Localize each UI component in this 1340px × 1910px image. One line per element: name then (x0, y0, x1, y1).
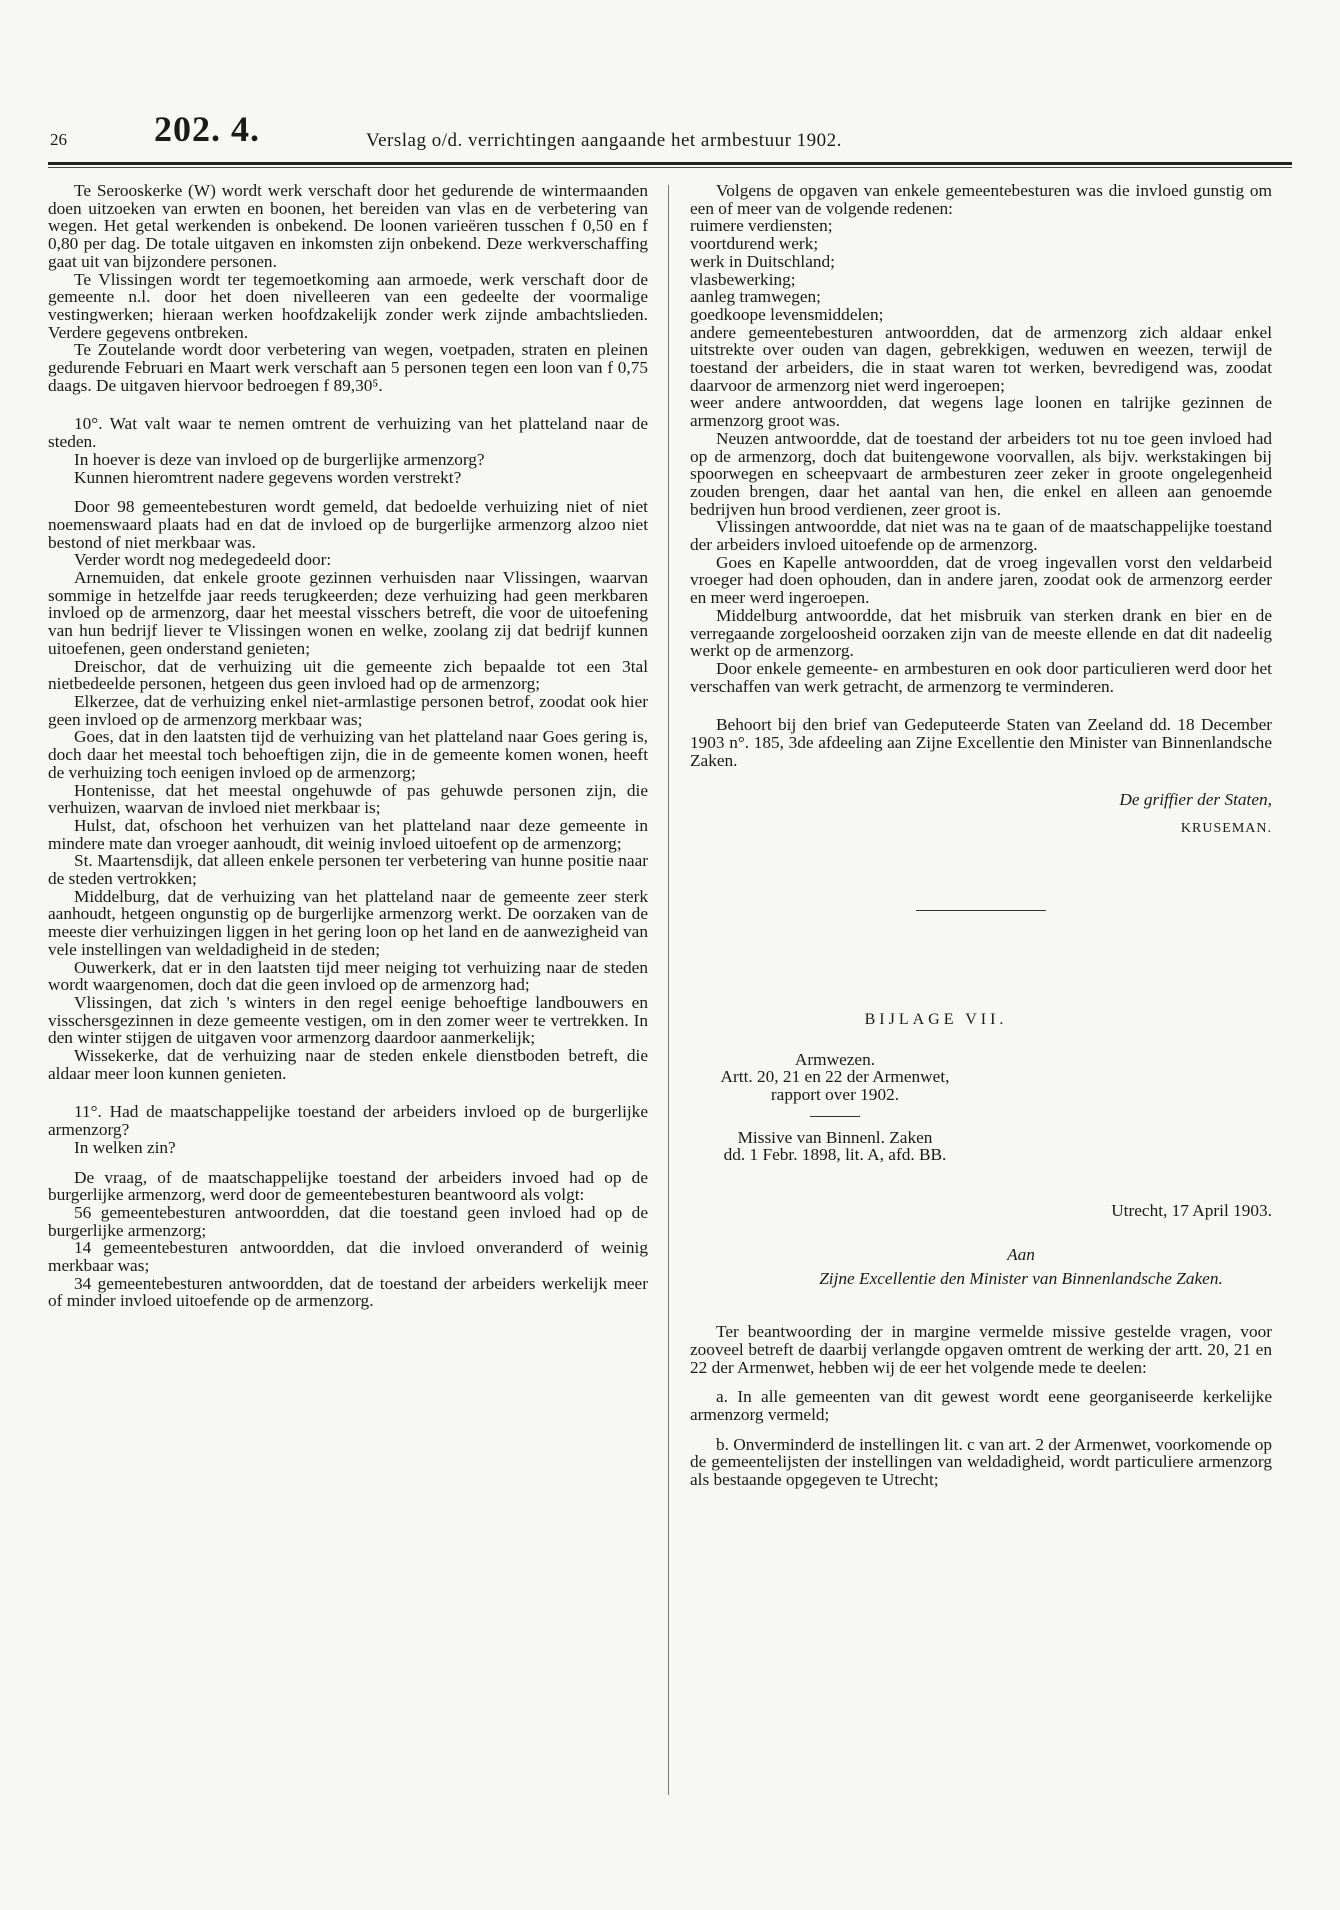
paragraph: Door 98 gemeentebesturen wordt gemeld, dat bedoelde verhuizing niet of niet noemenswaard plaats had en dat de invloed op de burgerlijke armenzorg alzoo niet bestond of niet merkbaar was. (48, 497, 648, 552)
question-11-sub: In welken zin? (74, 1137, 176, 1157)
paragraph: Te Zoutelande wordt door verbetering van wegen, voetpaden, straten en pleinen gedurende Februari en Maart werk verschaft aan 5 personen tegen een loon van f 0,75 daags. De uitgaven hiervoor bedroegen f 89,30⁵. (48, 340, 648, 395)
signature-title: De griffier der Staten, (1119, 789, 1272, 809)
paragraph: St. Maartensdijk, dat alleen enkele personen ter verbetering van hunne positie naar de steden vertrokken; (48, 851, 648, 889)
signature-name: KRUSEMAN. (1180, 821, 1272, 837)
paragraph: Ouwerkerk, dat er in den laatsten tijd meer neiging tot verhuizing naar de steden wordt waargenomen, doch dat die geen invloed op de armenzorg had; (48, 957, 648, 995)
subject-line: rapport over 1902. (770, 1085, 900, 1105)
paragraph: Verder wordt nog medegedeeld door: (74, 550, 332, 570)
paragraph: Door enkele gemeente- en armbesturen en ook door particulieren werd door het verschaffen van werk getracht, de armenzorg te verminderen. (690, 658, 1272, 696)
paragraph: De vraag, of de maatschappelijke toestand der arbeiders invoed had op de burgerlijke armenzorg, werd door de gemeentebesturen beantwoord als volgt: (48, 1167, 648, 1205)
paragraph: Ter beantwoording der in margine vermelde missive gestelde vragen, voor zooveel betreft de daarbij verlangde opgaven omtrent de werking der artt. 20, 21 en 22 der Armenwet, hebben wij de eer het volgende mede te deelen: (690, 1322, 1272, 1377)
paragraph: Middelburg, dat de verhuizing van het platteland naar de gemeente zeer sterk aanhoudt, hetgeen ongunstig op de burgerlijke armenzorg werkt. De oorzaken van de meeste dier verhuizingen liggen in het gering loon op het land en de aanwezigheid van vele instellingen van weldadigheid in de steden; (48, 886, 648, 959)
paragraph: 14 gemeentebesturen antwoordden, dat die invloed onveranderd of weinig merkbaar was; (48, 1238, 648, 1276)
paragraph: Arnemuiden, dat enkele groote gezinnen verhuisden naar Vlissingen, waarvan sommige in hetzelfde jaar reeds terugkeerden; deze verhuizing had geen merkbaren invloed op de armenzorg, daar het meestal visschers betreft, die voor de uitoefening van hun bedrijf liever te Vlissingen wonen en welke, zoolang zij dat bedrijf kunnen uitoefenen, geen onderstand genieten; (48, 568, 648, 658)
paragraph: b. Onverminderd de instellingen lit. c van art. 2 der Armenwet, voorkomende op de gemeentelijsten der instellingen van weldadigheid, wordt particuliere armenzorg als bestaande opgegeven te Utrecht; (690, 1434, 1272, 1490)
reason-item: werk in Duitschland; (690, 251, 835, 271)
paragraph: Volgens de opgaven van enkele gemeentebesturen was die invloed gunstig om een of meer van de volgende redenen: (690, 181, 1272, 218)
paragraph: Wissekerke, dat de verhuizing naar de steden enkele dienstboden betreft, die aldaar meer loon kunnen genieten. (48, 1046, 648, 1083)
question-11: 11°. Had de maatschappelijke toestand der arbeiders invloed op de burgerlijke armenzorg? (48, 1102, 648, 1140)
question-10-sub: Kunnen hieromtrent nadere gegevens worden verstrekt? (74, 467, 462, 487)
paragraph: Vlissingen, dat zich 's winters in den regel eenige behoeftige landbouwers en visschersgezinnen in deze gemeente vestigen, om in den zomer weer te vertrekken. In den winter stijgen de uitgaven voor armenzorg daardoor aanmerkelijk; (48, 992, 648, 1048)
reason-item: aanleg tramwegen; (690, 287, 821, 307)
paragraph: Te Vlissingen wordt ter tegemoetkoming aan armoede, werk verschaft door de gemeente n.l. door het doen nivelleeren van een gedeelte der voormalige vestingwerken; hieraan werken hoofdzakelijk zonder werk zijnde ambachtslieden. Verdere gegevens ontbreken. (48, 269, 648, 342)
subject-line: Artt. 20, 21 en 22 der Armenwet, (720, 1067, 950, 1087)
header-rule-thin (48, 167, 1292, 168)
paragraph: Behoort bij den brief van Gedeputeerde Staten van Zeeland dd. 18 December 1903 n°. 185, 3de afdeeling aan Zijne Excellentie den Minister van Binnenlandsche Zaken. (690, 715, 1272, 770)
paragraph: a. In alle gemeenten van dit gewest wordt eene georganiseerde kerkelijke armenzorg vermeld; (690, 1387, 1272, 1425)
paragraph: Dreischor, dat de verhuizing uit die gemeente zich bepaalde tot een 3tal nietbedeelde personen, hetgeen dus geen invloed had op de armenzorg; (48, 656, 648, 694)
paragraph: Neuzen antwoordde, dat de toestand der arbeiders tot nu toe geen invloed had op de armenzorg, doch dat buitengewone voorvallen, als bijv. werkstakingen bij spoorwegen en scheepvaart de armbesturen zeer zeker in groote ongelegenheid zouden brengen, daar het aantal van hen, die enkel en alleen aan genoemde bedrijven hun brood verdienen, zeer groot is. (690, 428, 1272, 519)
paragraph: Goes en Kapelle antwoordden, dat de vroeg ingevallen vorst den veldarbeid vroeger had doen ophouden, dan in andere jaren, zoodat ook de armenzorg eerder en meer werd ingeroepen. (690, 552, 1272, 608)
reason-item: vlasbewerking; (690, 269, 796, 289)
reference-line: dd. 1 Febr. 1898, lit. A, afd. BB. (723, 1145, 947, 1165)
page-header (50, 108, 1290, 154)
addressee: Zijne Excellentie den Minister van Binnenlandsche Zaken. (819, 1268, 1223, 1288)
paragraph: Hontenisse, dat het meestal ongehuwde of pas gehuwde personen zijn, die verhuizen, waarvan de invloed niet merkbaar is; (48, 780, 648, 818)
paragraph: Middelburg antwoordde, dat het misbruik van sterken drank en bier en de verregaande zorgeloosheid oorzaken zijn van de meeste ellende en dat dit nadeelig werkt op de armenzorg. (690, 605, 1272, 661)
salutation-aan: Aan (1007, 1244, 1035, 1264)
page-number: 26 (50, 130, 67, 149)
left-column (48, 182, 648, 1310)
column-divider (668, 185, 669, 1795)
paragraph: Goes, dat in den laatsten tijd de verhuizing van het platteland naar Goes gering is, doch daar het meestal toch behoeftigen zijn, die in de gemeente komen wonen, heeft de verhuizing toch eenigen invloed op de armenzorg; (48, 727, 648, 782)
running-title: Verslag o/d. verrichtingen aangaande het armbestuur 1902. (366, 130, 842, 151)
paragraph: Hulst, dat, ofschoon het verhuizen van het platteland naar deze gemeente in mindere mate dan vroeger aanhoudt, dit weinig invloed uitoefent op de armenzorg; (48, 815, 648, 853)
question-10-sub: In hoever is deze van invloed op de burgerlijke armenzorg? (74, 449, 485, 469)
paragraph: Te Serooskerke (W) wordt werk verschaft door het gedurende de wintermaanden doen uitzoeken van erwten en boonen, het bereiden van vlas en de verbetering van wegen. Het getal werkenden is onbekend. De loonen varieëren tusschen f 0,50 en f 0,80 per dag. De totale uitgaven en inkomsten zijn onbekend. Deze werkverschaffing gaat uit van bijzondere personen. (48, 181, 648, 271)
reason-item: voortdurend werk; (690, 234, 819, 254)
reason-item: ruimere verdiensten; (690, 216, 833, 236)
question-10: 10°. Wat valt waar te nemen omtrent de verhuizing van het platteland naar de steden. (48, 414, 648, 452)
appendix-title: BIJLAGE VII. (864, 1010, 1008, 1028)
reason-item: goedkoope levensmiddelen; (690, 304, 884, 324)
paragraph: Elkerzee, dat de verhuizing enkel niet-armlastige personen betrof, zoodat ook hier geen invloed op de armenzorg merkbaar was; (48, 691, 648, 729)
paragraph: weer andere antwoordden, dat wegens lage loonen en talrijke gezinnen de armenzorg groot was. (690, 393, 1272, 431)
paragraph: andere gemeentebesturen antwoordden, dat de armenzorg zich aldaar enkel uitstrekte over ouden van dagen, gebrekkigen, weduwen en weezen, terwijl de toestand der arbeiders, die in staat waren tot werken, bevredigend was, zoodat daarvoor de armenzorg niet werd ingeroepen; (690, 322, 1272, 395)
header-rule-thick (48, 162, 1292, 165)
paragraph: 56 gemeentebesturen antwoordden, dat die toestand geen invloed had op de burgerlijke armenzorg; (48, 1202, 648, 1240)
right-column (690, 182, 1272, 1489)
subject-line: Armwezen. (794, 1049, 876, 1069)
letter-date: Utrecht, 17 April 1903. (1111, 1201, 1272, 1221)
paragraph: 34 gemeentebesturen antwoordden, dat de toestand der arbeiders werkelijk meer of minder invloed uitoefende op de armenzorg. (48, 1273, 648, 1311)
paragraph: Vlissingen antwoordde, dat niet was na te gaan of de maatschappelijke toestand der arbeiders invloed uitoefende op de armenzorg. (690, 517, 1272, 555)
reference-line: Missive van Binnenl. Zaken (737, 1127, 933, 1147)
document-number: 202. 4. (154, 109, 260, 149)
